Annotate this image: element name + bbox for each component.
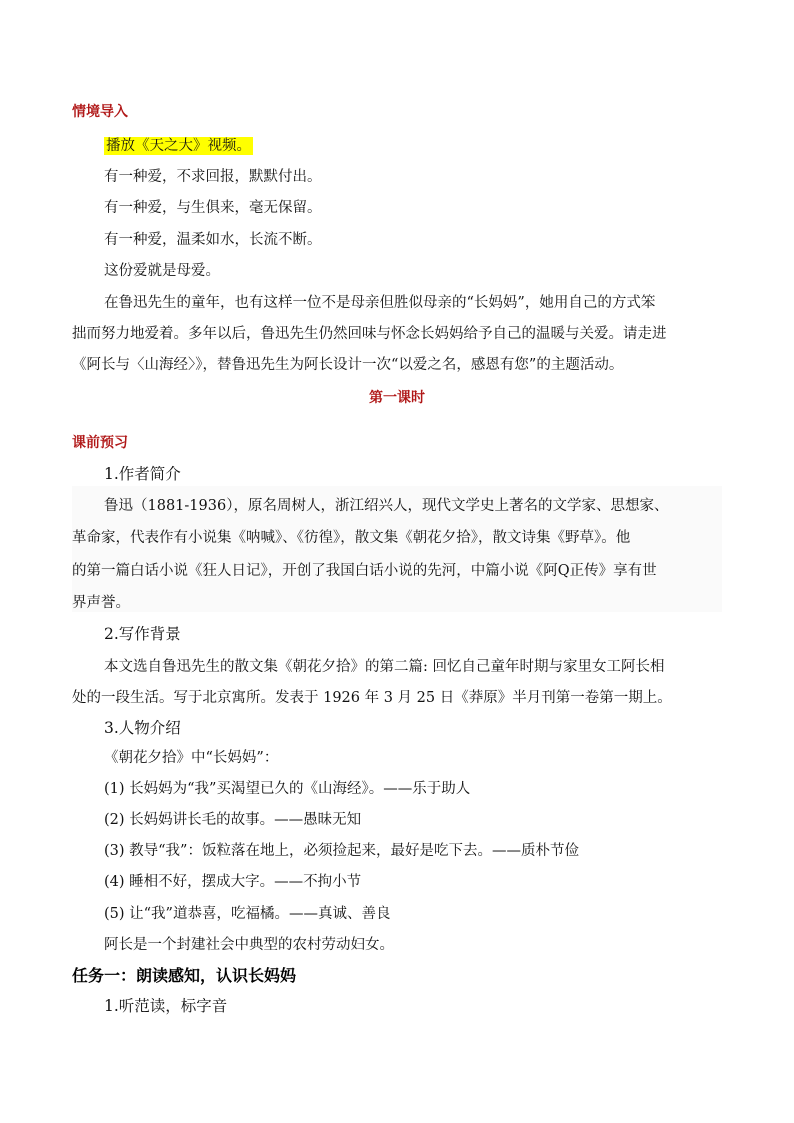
character-line: (4) 睡相不好，摆成大字。——不拘小节 (104, 874, 362, 890)
character-line: (3) 教导“我”：饭粒落在地上，必须捡起来，最好是吃下去。——质朴节俭 (104, 843, 579, 859)
highlighted-instruction (104, 134, 253, 155)
background-line: 处的一段生活。写于北京寓所。发表于 1926 年 3 月 25 日《莽原》半月刊第一卷第一期上。 (72, 690, 672, 706)
intro-paragraph-line: 在鲁迅先生的童年，也有这样一位不是母亲但胜似母亲的“长妈妈”，她用自己的方式笨 (104, 295, 656, 311)
author-intro-line: 的第一篇白话小说《狂人日记》，开创了我国白话小说的先河，中篇小说《阿Q正传》享有世 (72, 563, 657, 579)
character-line: (1) 长妈妈为“我”买渴望已久的《山海经》。——乐于助人 (104, 781, 471, 797)
author-intro-line: 革命家，代表作有小说集《呐喊》、《彷徨》，散文集《朝花夕拾》，散文诗集《野草》。他 (72, 530, 631, 546)
highlight-text: 播放《天之大》视频。 (106, 138, 251, 154)
background-line: 本文选自鲁迅先生的散文集《朝花夕拾》的第二篇: 回忆自己童年时期与家里女工阿长相 (104, 659, 665, 675)
intro-paragraph-line: 《阿长与〈山海经〉》，替鲁迅先生为阿长设计一次“以爱之名，感恩有您”的主题活动。 (72, 357, 624, 373)
character-line: 《朝花夕拾》中“长妈妈”： (104, 750, 279, 766)
character-line: (2) 长妈妈讲长毛的故事。——愚昧无知 (104, 812, 362, 828)
lesson-title: 第一课时 (369, 390, 425, 406)
intro-line: 有一种爱，与生俱来，毫无保留。 (104, 200, 322, 216)
intro-line: 有一种爱，不求回报，默默付出。 (104, 169, 322, 185)
background-title: 2.写作背景 (104, 625, 181, 643)
author-intro-title: 1.作者简介 (104, 465, 181, 483)
intro-line: 这份爱就是母爱。 (104, 263, 220, 279)
character-line: (5) 让“我”道恭喜，吃福橘。——真诚、善良 (104, 906, 391, 922)
intro-line: 有一种爱，温柔如水，长流不断。 (104, 232, 322, 248)
character-line: 阿长是一个封建社会中典型的农村劳动妇女。 (104, 937, 394, 953)
intro-paragraph-line: 拙而努力地爱着。多年以后，鲁迅先生仍然回味与怀念长妈妈给予自己的温暖与关爱。请走进 (72, 326, 667, 342)
section-heading-intro: 情境导入 (72, 104, 128, 120)
author-intro-line: 界声誉。 (72, 595, 130, 611)
task-item: 1.听范读，标字音 (104, 997, 228, 1015)
character-title: 3.人物介绍 (104, 719, 181, 737)
section-heading-preview: 课前预习 (72, 435, 128, 451)
author-intro-line: 鲁迅（1881-1936），原名周树人，浙江绍兴人，现代文学史上著名的文学家、思想家、 (104, 498, 669, 514)
task-heading: 任务一：朗读感知，认识长妈妈 (72, 966, 297, 985)
